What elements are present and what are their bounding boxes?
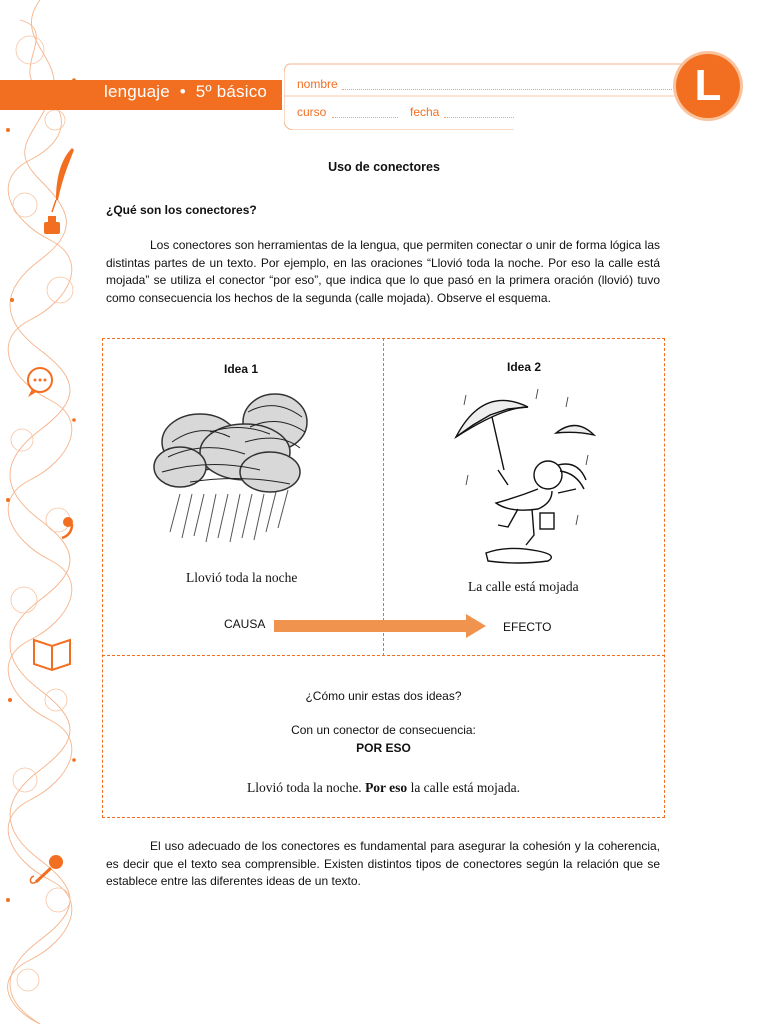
diagram-vertical-divider xyxy=(383,338,384,656)
date-label: fecha xyxy=(410,105,440,119)
date-field[interactable] xyxy=(444,117,514,118)
closing-paragraph: El uso adecuado de los conectores es fundamental para asegurar la cohesión y la coherencia, es decir que el texto sea comprensible. Existen distintos tipos de conectores según la relación que se establece entre las diferentes ideas de un texto. xyxy=(106,839,660,888)
name-label: nombre xyxy=(297,77,338,91)
student-info-form xyxy=(284,62,704,130)
subject-badge: L xyxy=(676,54,740,118)
cause-effect-arrow xyxy=(274,612,488,640)
idea1-caption: Llovió toda la noche xyxy=(186,570,298,585)
open-book-icon xyxy=(34,640,70,670)
page-title: Uso de conectores xyxy=(328,160,440,174)
name-field[interactable] xyxy=(342,89,672,90)
left-decorative-margin xyxy=(0,0,90,1024)
effect-label: EFECTO xyxy=(503,620,552,634)
course-label: curso xyxy=(297,105,327,119)
subject-label: lenguaje • 5º básico xyxy=(104,82,268,101)
course-field[interactable] xyxy=(332,117,398,118)
combined-sentence: Llovió toda la noche. Por eso la calle está mojada. xyxy=(246,780,521,795)
diagram-question: ¿Cómo unir estas dos ideas? xyxy=(305,689,462,703)
idea2-caption: La calle está mojada xyxy=(468,579,579,594)
quill-icon xyxy=(52,148,74,212)
diagram-horizontal-divider xyxy=(102,655,665,656)
section-heading: ¿Qué son los conectores? xyxy=(106,203,257,217)
idea2-label: Idea 2 xyxy=(507,360,542,374)
rain-cloud-illustration xyxy=(150,382,310,552)
cause-label: CAUSA xyxy=(224,617,266,631)
microphone-icon xyxy=(30,855,63,883)
intro-paragraph: Los conectores son herramientas de la lengua, que permiten conectar o unir de forma lógica las distintas partes de un texto. Por ejemplo, en las oraciones “Llovió toda la noche. Por eso la calle está mojada” se utiliza el conector “por eso”, que indica que lo que pasó en la primera oración (llovió) tuvo como consecuencia los hechos de la segunda (calle mojada). Observe el esquema. xyxy=(106,238,660,305)
girl-umbrella-illustration xyxy=(448,385,598,575)
idea1-label: Idea 1 xyxy=(224,362,259,376)
speech-bubble-icon xyxy=(28,368,52,397)
connector-intro: Con un conector de consecuencia: xyxy=(291,723,476,737)
form-outline xyxy=(284,62,704,130)
connector-name: POR ESO xyxy=(356,741,411,755)
inkwell-icon xyxy=(44,216,60,234)
